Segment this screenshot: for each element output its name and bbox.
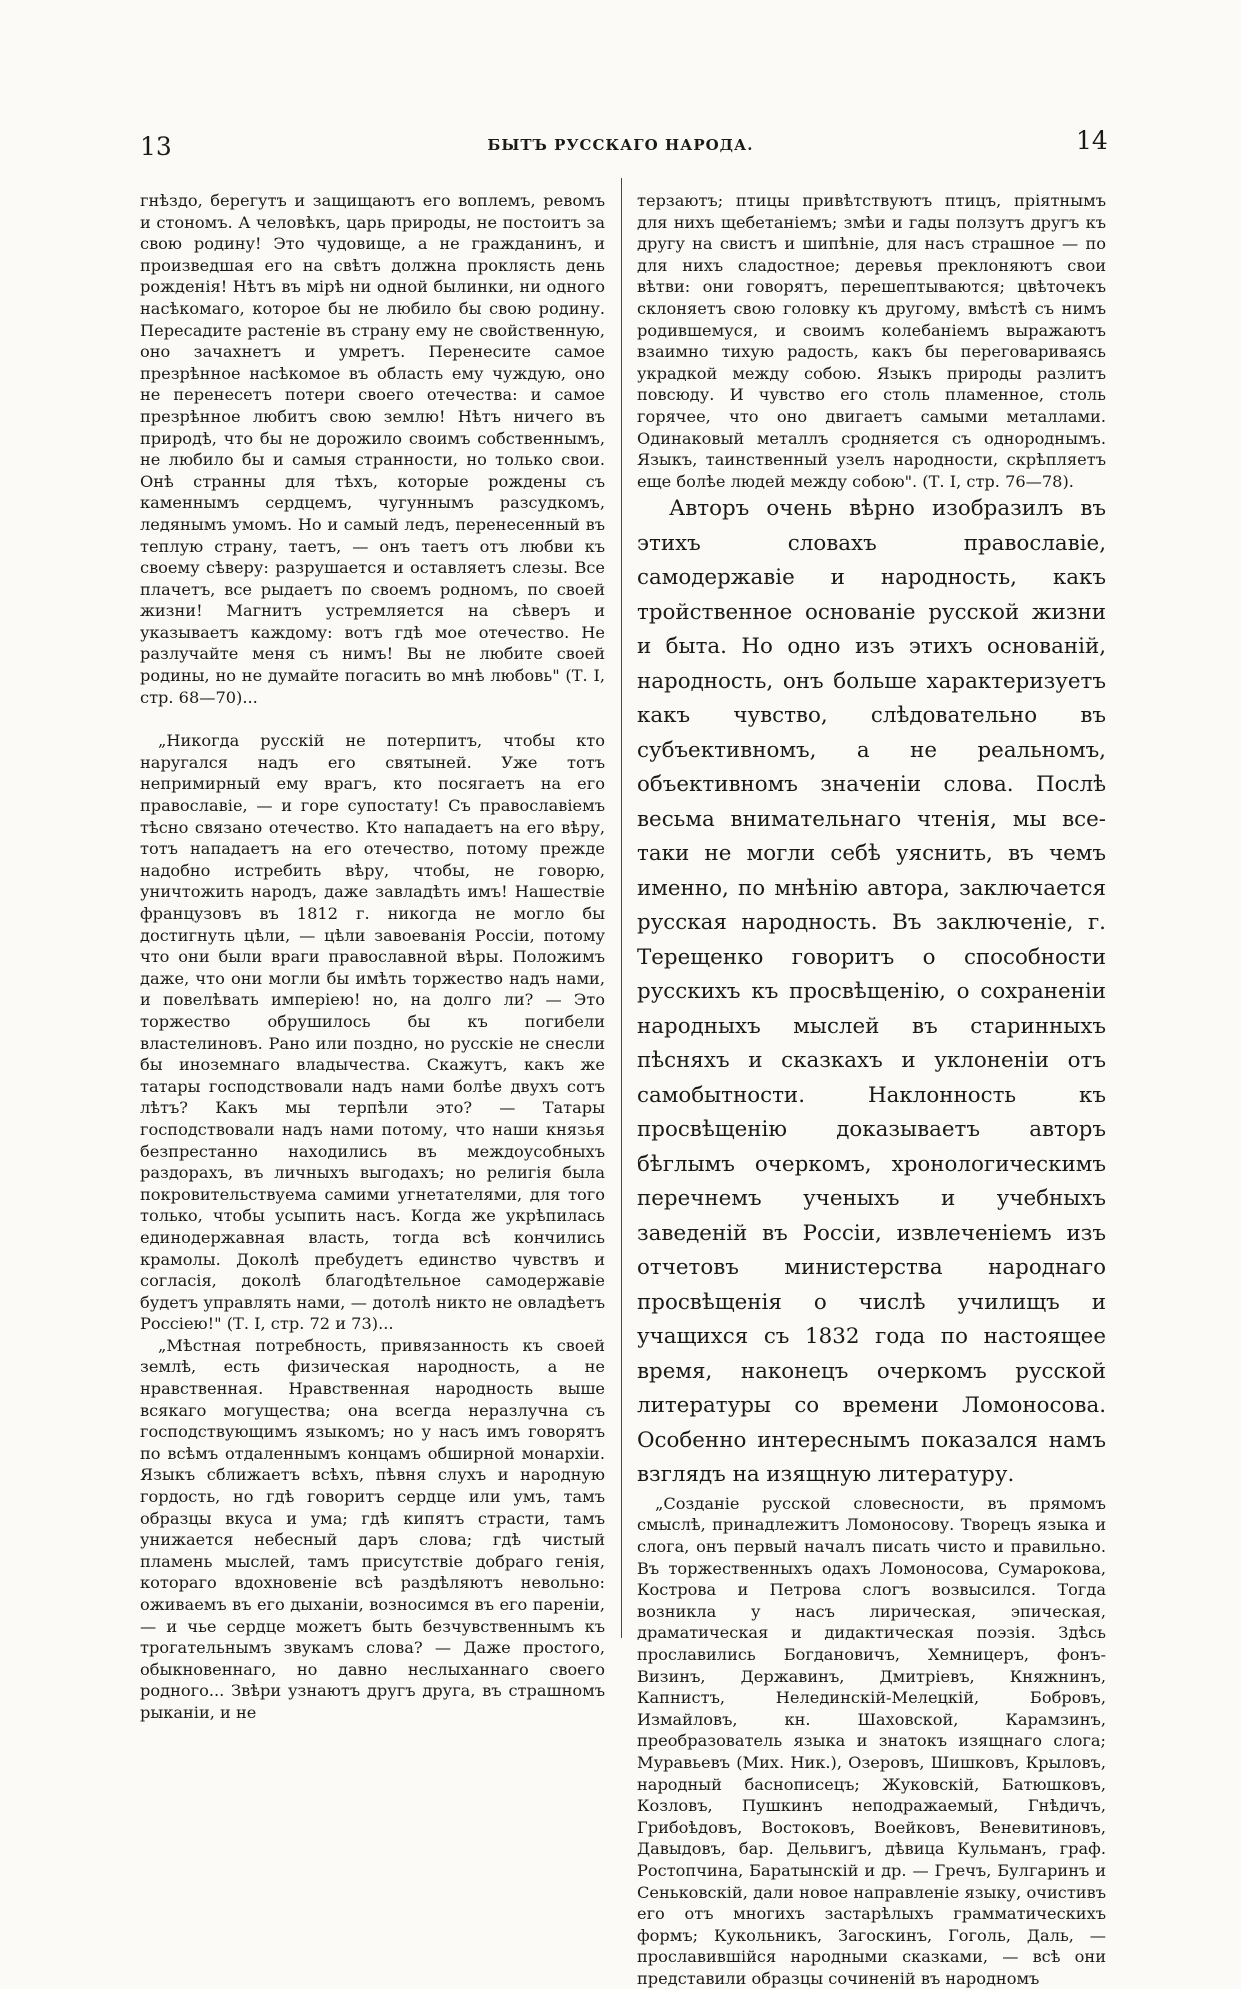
right-page-number: 14: [1076, 126, 1108, 155]
right-paragraph-2: Авторъ очень вѣрно изобразилъ въ этихъ словахъ православіе, самодержавіе и народность, какъ тройственное основаніе русской жизни и быта. Но одно изъ этихъ основаній, народность, онъ больше характеризуетъ какъ чувство, слѣдовательно въ субъективномъ, а не реальномъ, объективномъ значеніи слова. Послѣ весьма внимательнаго чтенія, мы все-таки не могли себѣ уяснить, въ чемъ именно, по мнѣнію автора, заключается русская народность. Въ заключеніе, г. Терещенко говоритъ о способности русскихъ къ просвѣщенію, о сохраненіи народныхъ мыслей въ старинныхъ пѣсняхъ и сказкахъ и уклоненіи отъ самобытности. Наклонность къ просвѣщенію доказываетъ авторъ бѣглымъ очеркомъ, хронологическимъ перечнемъ ученыхъ и учебныхъ заведеній въ Россіи, извлеченіемъ изъ отчетовъ министерства народнаго просвѣщенія о числѣ училищъ и учащихся съ 1832 года по настоящее время, наконецъ очеркомъ русской литературы со времени Ломоносова. Особенно интереснымъ показался намъ взглядъ на изящную литературу.: [637, 496, 1106, 1488]
left-paragraph-1: гнѣздо, берегутъ и защищаютъ его воплемъ, ревомъ и стономъ. А человѣкъ, царь природы, не постоитъ за свою родину! Это чудовище, а не гражданинъ, и произведшая его на свѣтъ должна проклясть день рожденія! Нѣтъ въ мірѣ ни одной былинки, ни одного насѣкомаго, которое бы не любило бы свою родину. Пересадите растеніе въ страну ему не свойственную, оно зачахнетъ и умретъ. Перенесите самое презрѣнное насѣкомое въ область ему чуждую, оно не перенесетъ потери своего отечества: и самое презрѣнное любитъ свою землю! Нѣтъ ничего въ природѣ, что бы не дорожило своимъ собственнымъ, не любило бы и самыя странности, но только свои. Онѣ странны для тѣхъ, которые рождены съ каменнымъ сердцемъ, чугуннымъ разсудкомъ, ледянымъ умомъ. Но и самый ледъ, перенесенный въ теплую страну, таетъ, — онъ таетъ отъ любви къ своему сѣверу: разрушается и оставляетъ слезы. Все плачетъ, все рыдаетъ по своемъ родномъ, по своей жизни! Магнитъ устремляется на сѣверъ и указываетъ каждому: вотъ гдѣ мое отечество. Не разлучайте меня съ нимъ! Вы не любите своей родины, но не думайте погасить во мнѣ любовь" (Т. I, стр. 68—70)...: [140, 191, 605, 707]
running-title: БЫТЪ РУССКАГО НАРОДА.: [487, 136, 754, 154]
column-divider: [621, 178, 622, 1638]
left-column: [140, 190, 605, 1724]
right-paragraph-1: терзаютъ; птицы привѣтствуютъ птицъ, пріятнымъ для нихъ щебетаніемъ; змѣи и гады ползутъ другъ къ другу на свистъ и шипѣніе, для насъ страшное — по для нихъ сладостное; деревья преклоняютъ свои вѣтви: они говорятъ, перешептываются; цвѣточекъ склоняетъ свою головку къ другому, вмѣстѣ съ нимъ родившемуся, и своимъ колебаніемъ выражаютъ взаимно тихую радость, какъ бы переговариваясь украдкой между собою. Языкъ природы разлитъ повсюду. И чувство его столь пламенное, столь горячее, что оно двигаетъ самыми металлами. Одинаковый металлъ сродняется съ однороднымъ. Языкъ, таинственный узелъ народности, скрѣпляетъ еще болѣе людей между собою". (Т. I, стр. 76—78).: [637, 191, 1106, 491]
left-paragraph-3: „Мѣстная потребность, привязанность къ своей землѣ, есть физическая народность, а не нравственная. Нравственная народность выше всякаго могущества; она всегда неразлучна съ господствующимъ языкомъ; но у насъ имъ говорятъ по всѣмъ отдаленнымъ концамъ обширной монархіи. Языкъ сближаетъ всѣхъ, пѣвня слухъ и народную гордость, но гдѣ говоритъ сердце или умъ, тамъ образцы вкуса и ума; гдѣ кипятъ страсти, тамъ унижается небесный даръ слова; гдѣ чистый пламень мыслей, тамъ присутствіе добраго генія, котораго вдохновеніе всѣ раздѣляютъ невольно: оживаемъ въ его дыханіи, возносимся въ его пареніи, — и чье сердце можетъ быть безчувственнымъ къ трогательнымъ звукамъ слова? — Даже простого, обыкновеннаго, но давно неслыханнаго своего родного... Звѣри узнаютъ другъ друга, въ страшномъ рыканіи, и не: [140, 1335, 605, 1722]
right-column: [637, 190, 1106, 1989]
left-page-number: 13: [140, 132, 172, 161]
right-paragraph-3: „Созданіе русской словесности, въ прямомъ смыслѣ, принадлежитъ Ломоносову. Творецъ языка и слога, онъ первый началъ писать чисто и правильно. Въ торжественныхъ одахъ Ломоносова, Сумарокова, Кострова и Петрова слогъ возвысился. Тогда возникла у насъ лирическая, эпическая, драматическая и дидактическая поэзія. Здѣсь прославились Богдановичъ, Хемницеръ, фонъ-Визинъ, Державинъ, Дмитріевъ, Княжнинъ, Капнистъ, Нелединскій-Мелецкій, Бобровъ, Измайловъ, кн. Шаховской, Карамзинъ, преобразователь языка и знатокъ изящнаго слога; Муравьевъ (Мих. Ник.), Озеровъ, Шишковъ, Крыловъ, народный баснописецъ; Жуковскій, Батюшковъ, Козловъ, Пушкинъ неподражаемый, Гнѣдичъ, Грибоѣдовъ, Востоковъ, Воейковъ, Веневитиновъ, Давыдовъ, бар. Дельвигъ, дѣвица Кульманъ, граф. Ростопчина, Баратынскій и др. — Гречъ, Булгаринъ и Сеньковскій, дали новое направленіе языку, очистивъ его отъ многихъ застарѣлыхъ грамматическихъ формъ; Кукольникъ, Загоскинъ, Гоголь, Даль, — прославившійся народными сказками, — всѣ они представили образцы сочиненій въ народномъ: [637, 1493, 1106, 1988]
page-header: [0, 126, 1241, 176]
left-paragraph-2: „Никогда русскій не потерпитъ, чтобы кто наругался надъ его святыней. Уже тотъ непримирный ему врагъ, кто посягаетъ на его православіе, — и горе супостату! Съ православіемъ тѣсно связано отечество. Кто нападаетъ на его вѣру, тотъ нападаетъ на его отечество, потому прежде надобно истребить вѣру, чтобы, не говорю, уничтожить народъ, даже завладѣть имъ! Нашествіе французовъ въ 1812 г. никогда не могло бы достигнуть цѣли, — цѣли завоеванія Россіи, потому что они были враги православной вѣры. Положимъ даже, что они могли бы имѣть торжество надъ нами, и повелѣвать имперіею! но, на долго ли? — Это торжество обрушилось бы къ погибели властелиновъ. Рано или поздно, но русскіе не снесли бы иноземнаго владычества. Скажутъ, какъ же татары господствовали надъ нами болѣе двухъ сотъ лѣтъ? Какъ мы терпѣли это? — Татары господствовали надъ нами потому, что наши князья безпрестанно находились въ междоусобныхъ раздорахъ, въ личныхъ выгодахъ; но религія была покровительствуема самими угнетателями, для того только, чтобы усыпить насъ. Когда же укрѣпилась единодержавная власть, тогда всѣ кончились крамолы. Доколѣ пребудетъ единство чувствъ и согласія, доколѣ благодѣтельное самодержавіе будетъ управлять нами, — дотолѣ никто не овладѣетъ Россіею!" (Т. I, стр. 72 и 73)...: [140, 731, 605, 1334]
